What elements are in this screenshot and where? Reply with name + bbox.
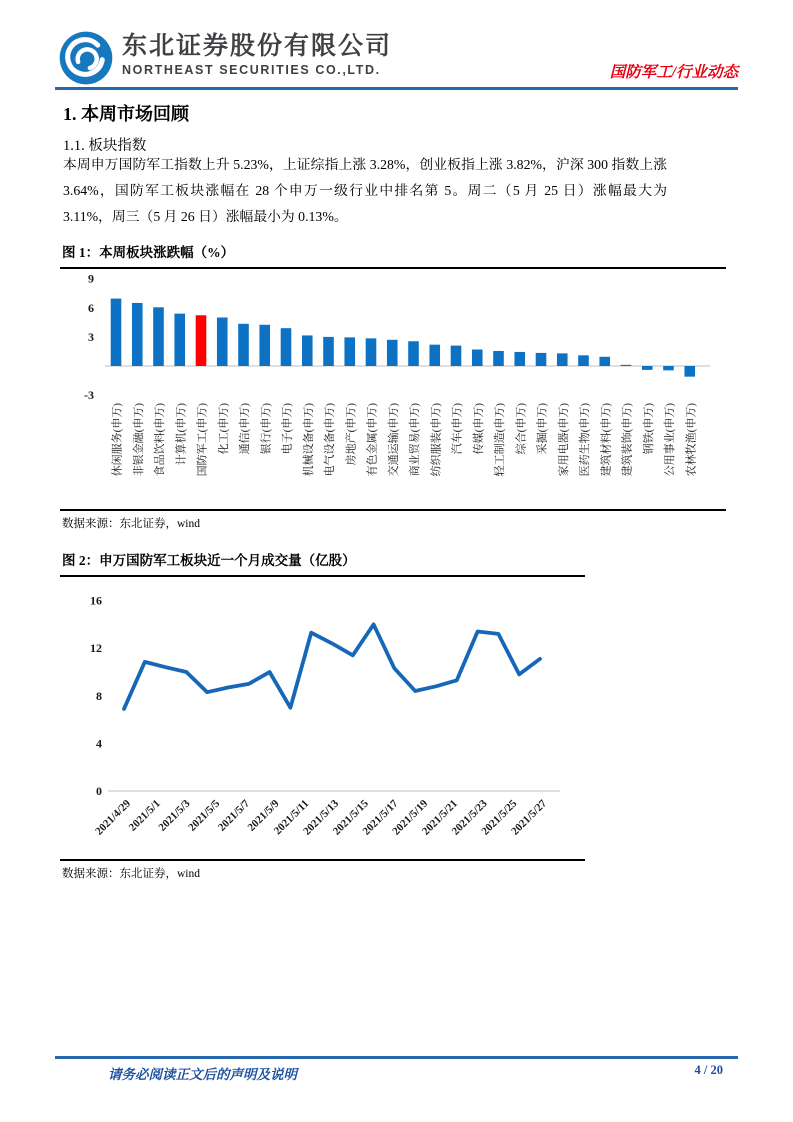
svg-text:2021/4/29: 2021/4/29 [93, 797, 134, 838]
svg-text:机械设备(申万): 机械设备(申万) [302, 403, 315, 477]
figure2-title: 图 2：申万国防军工板块近一个月成交量（亿股） [60, 549, 585, 577]
svg-text:银行(申万): 银行(申万) [260, 403, 273, 455]
svg-text:2021/5/3: 2021/5/3 [156, 797, 193, 834]
svg-text:休闲服务(申万): 休闲服务(申万) [111, 403, 124, 477]
svg-text:商业贸易(申万): 商业贸易(申万) [409, 403, 421, 477]
svg-text:钢铁(申万): 钢铁(申万) [642, 403, 655, 455]
svg-text:2021/5/23: 2021/5/23 [449, 797, 490, 838]
svg-text:9: 9 [88, 271, 94, 286]
footer-disclaimer: 请务必阅读正文后的声明及说明 [108, 1067, 297, 1082]
svg-text:2021/5/1: 2021/5/1 [126, 797, 163, 834]
bar-chart [60, 266, 726, 514]
footer-divider [55, 1056, 738, 1059]
svg-text:化工(申万): 化工(申万) [217, 403, 230, 455]
svg-text:农林牧渔(申万): 农林牧渔(申万) [685, 403, 698, 477]
svg-text:12: 12 [90, 641, 102, 656]
header-divider [55, 87, 738, 90]
svg-text:2021/5/11: 2021/5/11 [271, 797, 312, 838]
svg-text:4: 4 [96, 736, 102, 751]
svg-text:16: 16 [90, 593, 102, 608]
svg-text:传媒(申万): 传媒(申万) [472, 403, 485, 455]
svg-text:医药生物(申万): 医药生物(申万) [579, 403, 591, 477]
svg-text:0: 0 [96, 784, 102, 798]
svg-text:6: 6 [88, 300, 94, 315]
svg-text:2021/5/21: 2021/5/21 [419, 797, 460, 838]
svg-text:轻工制造(申万): 轻工制造(申万) [494, 403, 506, 477]
svg-text:2021/5/19: 2021/5/19 [390, 797, 431, 838]
svg-text:计算机(申万): 计算机(申万) [175, 403, 188, 466]
svg-text:通信(申万): 通信(申万) [239, 403, 251, 455]
page-number: 4 / 20 [694, 1063, 723, 1077]
svg-text:2021/5/25: 2021/5/25 [479, 797, 520, 838]
svg-text:食品饮料(申万): 食品饮料(申万) [154, 403, 166, 477]
company-name-block [122, 33, 392, 77]
company-name-cn: 东北证券股份有限公司 [122, 32, 393, 60]
svg-text:交通运输(申万): 交通运输(申万) [387, 403, 400, 477]
figure2-source: 数据来源：东北证券，wind [60, 859, 585, 881]
svg-text:2021/5/27: 2021/5/27 [509, 797, 550, 838]
svg-text:2021/5/15: 2021/5/15 [330, 797, 371, 838]
figure1-title: 图 1：本周板块涨跌幅（%） [60, 241, 726, 269]
svg-text:2021/5/9: 2021/5/9 [245, 797, 282, 834]
svg-text:3: 3 [88, 329, 94, 344]
svg-text:-3: -3 [84, 388, 94, 403]
svg-text:2021/5/13: 2021/5/13 [301, 797, 342, 838]
svg-text:电气设备(申万): 电气设备(申万) [324, 403, 336, 477]
figure1-source: 数据来源：东北证券，wind [60, 509, 726, 531]
body-paragraph: 本周申万国防军工指数上升 5.23%，上证综指上涨 3.28%，创业板指上涨 3.82%，沪深 300 指数上涨 3.64%，国防军工板块涨幅在 28 个申万一级行业中排名第 5。周二（5 月 25 日）涨幅最大为 3.11%，周三（5 月 26 日）涨幅最小为 0.13%。 [63, 157, 667, 224]
svg-text:2021/5/7: 2021/5/7 [215, 797, 252, 834]
svg-text:2021/5/5: 2021/5/5 [186, 797, 223, 834]
svg-text:非银金融(申万): 非银金融(申万) [132, 403, 145, 477]
company-name-en: NORTHEAST SECURITIES CO.,LTD. [122, 62, 381, 77]
svg-text:国防军工(申万): 国防军工(申万) [196, 403, 209, 477]
svg-text:公用事业(申万): 公用事业(申万) [664, 403, 676, 477]
subsection-heading: 1.1. 板块指数 [63, 138, 147, 154]
svg-text:家用电器(申万): 家用电器(申万) [557, 403, 570, 477]
svg-text:有色金属(申万): 有色金属(申万) [366, 403, 379, 477]
svg-text:综合(申万): 综合(申万) [515, 403, 528, 455]
svg-text:采掘(申万): 采掘(申万) [536, 403, 549, 455]
svg-text:纺织服装(申万): 纺织服装(申万) [430, 403, 443, 477]
svg-text:8: 8 [96, 688, 102, 703]
svg-text:房地产(申万): 房地产(申万) [345, 403, 358, 466]
northeast-securities-logo-icon [58, 30, 114, 86]
svg-text:汽车(申万): 汽车(申万) [451, 403, 464, 455]
svg-text:电子(申万): 电子(申万) [281, 403, 294, 455]
svg-text:建筑装饰(申万): 建筑装饰(申万) [621, 403, 634, 477]
line-chart [60, 576, 585, 856]
report-category-tag: 国防军工/行业动态 [609, 64, 738, 81]
section-heading: 1. 本周市场回顾 [63, 104, 189, 124]
svg-text:建筑材料(申万): 建筑材料(申万) [600, 403, 613, 477]
svg-text:2021/5/17: 2021/5/17 [360, 797, 401, 838]
